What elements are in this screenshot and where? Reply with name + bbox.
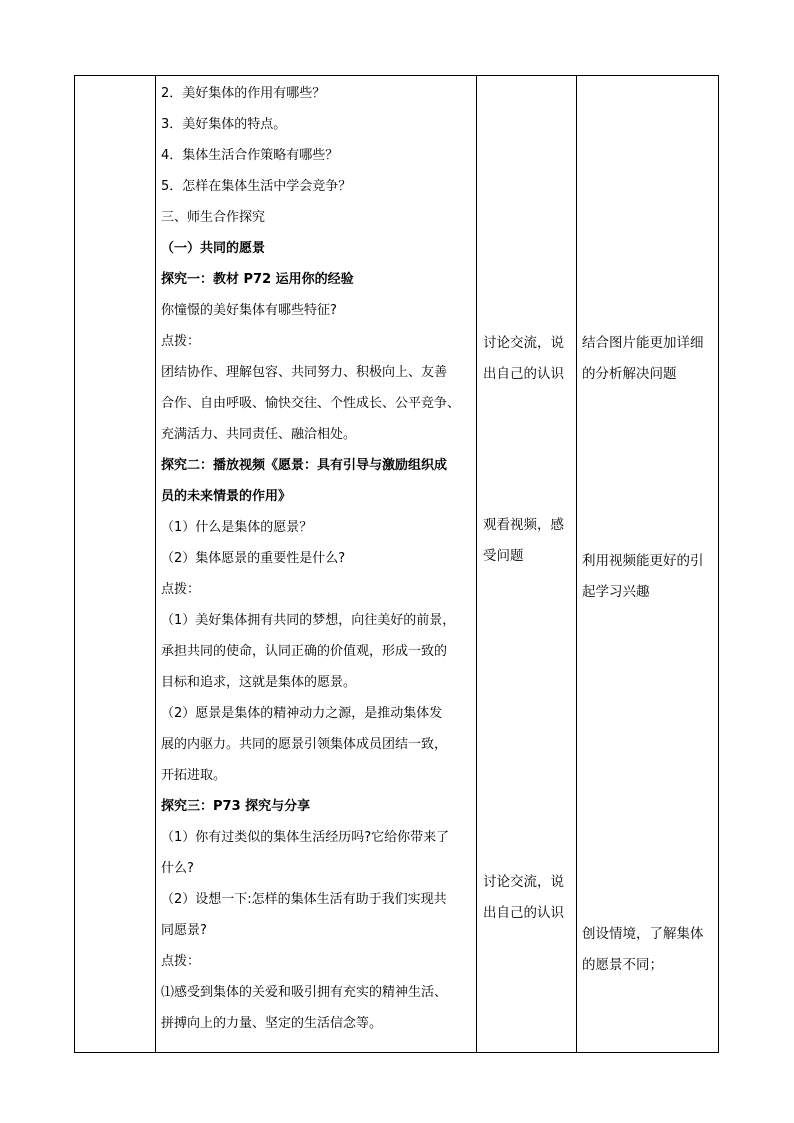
content-line: 团结协作、理解包容、共同努力、积极向上、友善	[161, 365, 448, 380]
column-divider	[155, 76, 156, 1052]
inquiry-heading: 员的未来情景的作用》	[161, 489, 292, 504]
content-line: 开拓进取。	[161, 768, 227, 783]
lesson-plan-table	[74, 75, 719, 1053]
student-activity-line: 讨论交流，说	[483, 335, 564, 351]
content-line: （2）集体愿景的重要性是什么?	[161, 551, 346, 566]
student-activity-line: 讨论交流，说	[483, 874, 564, 890]
section-heading: 三、师生合作探究	[161, 210, 266, 225]
content-line: 2．美好集体的作用有哪些？	[161, 86, 326, 101]
design-intent-line: 的愿景不同；	[582, 957, 663, 973]
content-line: 拼搏向上的力量、坚定的生活信念等。	[161, 1016, 383, 1031]
content-line: （1）你有过类似的集体生活经历吗?它给你带来了	[161, 830, 450, 845]
design-intent-line: 创设情境，了解集体	[582, 926, 704, 942]
content-line: 点拨：	[161, 582, 201, 597]
teaching-content-column	[161, 78, 476, 1039]
content-line: 点拨：	[161, 334, 201, 349]
content-line: （1）什么是集体的愿景？	[161, 520, 313, 535]
content-line: 目标和追求，这就是集体的愿景。	[161, 675, 357, 690]
student-activity-line: 受问题	[483, 548, 524, 564]
student-activity-line: 出自己的认识	[483, 366, 564, 382]
design-intent-line: 利用视频能更好的引	[582, 553, 704, 569]
content-line: 5．怎样在集体生活中学会竞争？	[161, 179, 352, 194]
column-divider	[576, 76, 577, 1052]
student-activity-block	[483, 510, 564, 572]
design-intent-line: 结合图片能更加详细	[582, 335, 704, 351]
inquiry-heading: 探究一：教材 P72 运用你的经验	[161, 272, 354, 287]
content-line: 点拨：	[161, 954, 201, 969]
content-line: 承担共同的使命，认同正确的价值观，形成一致的	[161, 644, 448, 659]
design-intent-line: 起学习兴趣	[582, 584, 650, 600]
student-activity-block	[483, 867, 564, 929]
student-activity-line: 出自己的认识	[483, 905, 564, 921]
content-line: 3．美好集体的特点。	[161, 117, 287, 132]
design-intent-block	[582, 328, 704, 390]
content-line: 充满活力、共同责任、融洽相处。	[161, 427, 357, 442]
content-line: 什么?	[161, 861, 194, 876]
content-line: 同愿景?	[161, 923, 207, 938]
column-divider	[476, 76, 477, 1052]
design-intent-block	[582, 919, 704, 981]
design-intent-line: 的分析解决问题	[582, 366, 677, 382]
student-activity-line: 观看视频，感	[483, 517, 564, 533]
content-line: 你憧憬的美好集体有哪些特征?	[161, 303, 337, 318]
content-line: （1）美好集体拥有共同的梦想，向往美好的前景，	[161, 613, 456, 628]
content-line: （2）设想一下:怎样的集体生活有助于我们实现共	[161, 892, 447, 907]
content-line: （2）愿景是集体的精神动力之源，是推动集体发	[161, 706, 443, 721]
content-line: 4．集体生活合作策略有哪些？	[161, 148, 339, 163]
student-activity-block	[483, 328, 564, 390]
subsection-heading: （一）共同的愿景	[161, 241, 266, 256]
content-line: 展的内驱力。共同的愿景引领集体成员团结一致，	[161, 737, 448, 752]
inquiry-heading: 探究二：播放视频《愿景：具有引导与激励组织成	[161, 458, 448, 473]
content-line: ⑴感受到集体的关爱和吸引拥有充实的精神生活、	[161, 985, 448, 1000]
design-intent-block	[582, 546, 704, 608]
content-line: 合作、自由呼吸、愉快交往、个性成长、公平竞争、	[161, 396, 461, 411]
inquiry-heading: 探究三：P73 探究与分享	[161, 799, 311, 814]
